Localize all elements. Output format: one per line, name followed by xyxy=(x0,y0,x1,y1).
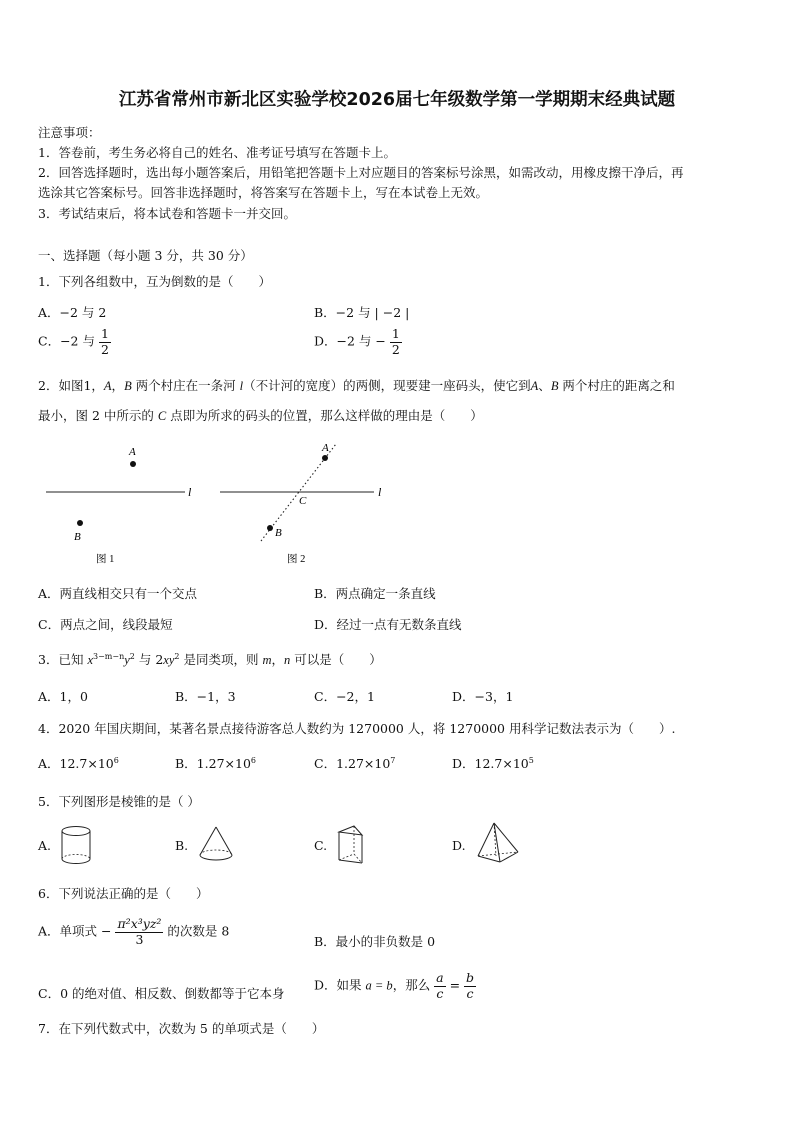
text: 点即为所求的码头的位置，那么这样做的理由是（ ） xyxy=(166,408,483,423)
q6-option-b: B．最小的非负数是 0 xyxy=(314,934,436,949)
notice-item-2-cont: 选涂其它答案标号。回答非选择题时，将答案写在答题卡上，写在本试卷上无效。 xyxy=(38,185,489,200)
q4-option-c xyxy=(314,754,395,772)
var-x: x xyxy=(87,653,93,667)
text: 的次数是 8 xyxy=(167,923,230,939)
q5-option-a-label: A. xyxy=(38,838,52,853)
cone-icon xyxy=(196,823,236,867)
exponent: 6 xyxy=(250,755,256,765)
question-1-stem: 1．下列各组数中，互为倒数的是（ ） xyxy=(38,274,271,289)
text: 两个村庄的距离之和 xyxy=(558,378,675,393)
q2-option-a: A．两直线相交只有一个交点 xyxy=(38,586,198,601)
question-2-stem-line1 xyxy=(38,376,675,394)
fraction-denominator: 3 xyxy=(135,931,144,947)
fig1-label-l: l xyxy=(188,485,192,499)
var-xy: xy xyxy=(163,653,175,667)
q5-option-b-label: B. xyxy=(175,838,189,853)
text: 、 xyxy=(538,378,551,393)
text: 是同类项，则 xyxy=(179,652,263,667)
text: D．如果 xyxy=(314,977,366,993)
fraction-numerator: 1 xyxy=(100,326,109,341)
q6-option-c: C．0 的绝对值、相反数、倒数都等于它本身 xyxy=(38,986,285,1001)
fig1-point-b xyxy=(77,520,83,526)
fig2-caption: 图 2 xyxy=(287,554,306,565)
text: C．1.27×10 xyxy=(314,756,391,771)
text: ， xyxy=(271,652,284,667)
q5-option-c-label: C. xyxy=(314,838,328,853)
text: ，那么 xyxy=(392,977,435,993)
fraction-numerator: a xyxy=(436,970,444,985)
question-6-stem: 6．下列说法正确的是（ ） xyxy=(38,886,209,901)
var-m: m xyxy=(262,653,272,667)
q3-option-a: A．1，0 xyxy=(38,689,88,704)
text: A．单项式 − xyxy=(38,923,112,939)
var-b: B xyxy=(124,379,132,393)
question-7-stem: 7．在下列代数式中，次数为 5 的单项式是（ ） xyxy=(38,1021,325,1036)
triangular-prism-icon xyxy=(334,822,370,868)
q4-option-d xyxy=(452,754,534,772)
q2-figures xyxy=(40,440,400,570)
text: 与 2 xyxy=(134,652,164,667)
fig1-label-b: B xyxy=(74,531,81,543)
exponent: 3−m−n xyxy=(93,651,125,661)
fig2-label-l: l xyxy=(378,485,382,499)
exponent: 2 xyxy=(129,651,135,661)
q1-option-a: A．−2 与 2 xyxy=(38,305,107,320)
var-l: l xyxy=(239,379,244,393)
text: B．1.27×10 xyxy=(175,756,251,771)
var-y: y xyxy=(124,653,130,667)
q6-option-a-fraction xyxy=(115,918,163,946)
notice-item-1: 1．答卷前，考生务必将自己的姓名、准考证号填写在答题卡上。 xyxy=(38,145,396,160)
fraction-numerator: b xyxy=(466,970,475,985)
exponent: 2 xyxy=(174,651,180,661)
text: A．12.7×10 xyxy=(38,756,114,771)
fig2-point-b xyxy=(267,525,273,531)
page-title: 江苏省常州市新北区实验学校2026届七年级数学第一学期期末经典试题 xyxy=(118,90,676,110)
fraction-denominator: c xyxy=(466,985,474,1001)
q1-option-b: B．−2 与 | −2 | xyxy=(314,305,410,320)
var-n: n xyxy=(284,653,291,667)
notice-item-2: 2．回答选择题时，选出每小题答案后，用铅笔把答题卡上对应题目的答案标号涂黑，如需改动，用橡皮擦干净后，再 xyxy=(38,165,684,180)
section-choice-heading: 一、选择题（每小题 3 分，共 30 分） xyxy=(38,248,253,263)
q3-option-c: C．−2，1 xyxy=(314,689,375,704)
q1-option-c-fraction xyxy=(99,328,111,356)
text: 可以是（ ） xyxy=(290,652,382,667)
question-3-stem xyxy=(38,650,382,668)
q1-option-d xyxy=(314,328,402,356)
notice-heading: 注意事项： xyxy=(38,125,101,140)
fraction-denominator: c xyxy=(436,985,444,1001)
q1-option-c-text: C．−2 与 xyxy=(38,333,95,349)
fig2-label-c: C xyxy=(299,495,307,507)
fraction-a-over-c xyxy=(434,972,445,1000)
q5-option-d-label: D. xyxy=(452,838,466,853)
q1-option-c xyxy=(38,328,111,356)
text: 2．如图1， xyxy=(38,378,104,393)
fraction-numerator: 1 xyxy=(391,326,400,341)
var-a: A xyxy=(530,379,539,393)
text: 两个村庄在一条河 xyxy=(131,378,240,393)
var-a: A xyxy=(103,379,112,393)
text: 最小，图 2 中所示的 xyxy=(38,408,158,423)
fraction-numerator: π²x³yz² xyxy=(117,916,162,931)
q6-option-d xyxy=(314,972,476,1000)
q2-option-d: D．经过一点有无数条直线 xyxy=(314,617,462,632)
var-c: C xyxy=(157,409,167,423)
equation: a = b xyxy=(365,978,393,993)
fig1-caption: 图 1 xyxy=(96,554,115,565)
q4-option-b xyxy=(175,754,256,772)
q4-option-a xyxy=(38,754,119,772)
pyramid-icon xyxy=(474,820,522,866)
text: 3．已知 xyxy=(38,652,88,667)
fig1-point-a xyxy=(130,461,136,467)
question-5-stem: 5．下列图形是棱锥的是（ ） xyxy=(38,794,200,809)
text: = xyxy=(445,977,465,993)
fig1-label-a: A xyxy=(129,446,136,458)
fraction-denominator: 2 xyxy=(391,341,400,357)
question-2-stem-line2 xyxy=(38,406,483,424)
q1-option-d-fraction xyxy=(390,328,402,356)
text: （不计河的宽度）的两侧，现要建一座码头，使它到 xyxy=(243,378,531,393)
cylinder-icon xyxy=(58,823,94,867)
text: D．12.7×10 xyxy=(452,756,529,771)
notice-item-3: 3．考试结束后，将本试卷和答题卡一并交回。 xyxy=(38,206,296,221)
fraction-denominator: 2 xyxy=(100,341,109,357)
q6-option-a xyxy=(38,918,229,946)
fraction-b-over-c xyxy=(464,972,476,1000)
fig2-label-b: B xyxy=(275,527,282,539)
q3-option-b: B．−1，3 xyxy=(175,689,236,704)
fig2-point-a xyxy=(322,455,328,461)
q2-option-b: B．两点确定一条直线 xyxy=(314,586,436,601)
exponent: 6 xyxy=(113,755,119,765)
exponent: 7 xyxy=(390,755,396,765)
var-b: B xyxy=(550,379,559,393)
q2-option-c: C．两点之间，线段最短 xyxy=(38,617,173,632)
q3-option-d: D．−3，1 xyxy=(452,689,514,704)
exponent: 5 xyxy=(528,755,534,765)
q1-option-d-text: D．−2 与 − xyxy=(314,333,386,349)
question-4-stem: 4．2020 年国庆期间，某著名景点接待游客总人数约为 1270000 人，将 1270000 用科学记数法表示为（ ）. xyxy=(38,721,676,736)
text: ， xyxy=(111,378,125,393)
fig2-label-a: A xyxy=(322,442,329,454)
